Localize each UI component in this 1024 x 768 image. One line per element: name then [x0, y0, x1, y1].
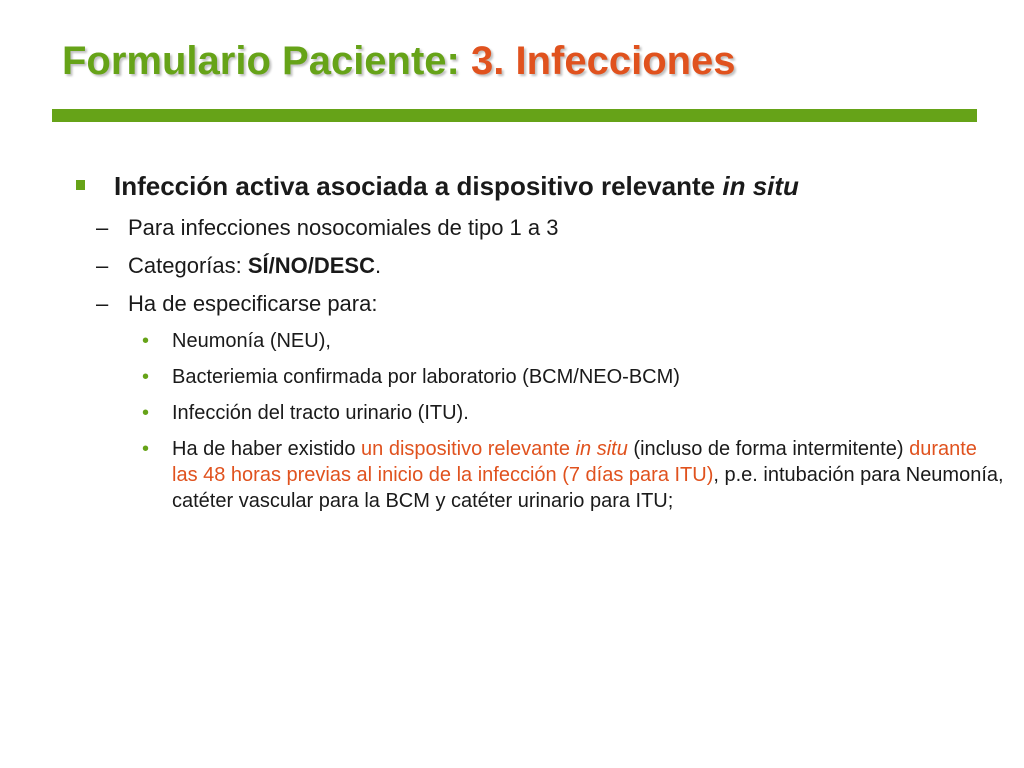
- list-item-dispositivo: [76, 436, 1006, 514]
- dot-bullet-icon: •: [142, 330, 150, 352]
- categorias-label: Categorías:: [128, 253, 242, 278]
- square-bullet-icon: [76, 180, 85, 190]
- last-bullet-italic: in situ: [575, 438, 628, 460]
- dash-bullet-icon: –: [96, 215, 109, 240]
- dash-bullet-icon: –: [96, 253, 109, 278]
- sub-bullet-especificarse: [76, 290, 1006, 318]
- title-main: Formulario Paciente:: [62, 39, 460, 83]
- slide-title: [62, 38, 736, 84]
- last-bullet-part3: , p.e. intubación para Neumonía, catéter vascular para la BCM y catéter urinario para ITU;: [172, 464, 1004, 512]
- main-bullet: [76, 168, 1006, 204]
- last-bullet-red2: durante las 48 horas previas al inicio de la infección (7 días para ITU): [172, 438, 977, 486]
- dot-bullet-icon: •: [142, 366, 150, 388]
- dash-bullet-icon: –: [96, 291, 109, 316]
- slide-content: [76, 168, 1006, 524]
- dot-bullet-icon: •: [142, 402, 150, 424]
- dot-bullet-icon: •: [142, 438, 150, 460]
- sub-bullet-text: Ha de especificarse para:: [128, 291, 378, 316]
- categorias-suffix: .: [375, 253, 382, 278]
- list-item-neumonia: [76, 328, 1006, 354]
- categorias-values: SÍ/NO/DESC: [247, 253, 375, 278]
- last-bullet-part2: (incluso de forma intermitente): [633, 438, 904, 460]
- sub-bullet-categorias: [76, 252, 1006, 280]
- main-bullet-text: Infección activa asociada a dispositivo relevante: [114, 171, 716, 201]
- last-bullet-red1: un dispositivo relevante: [361, 438, 571, 460]
- list-item-itu: [76, 400, 1006, 426]
- title-accent: 3. Infecciones: [471, 39, 736, 83]
- main-bullet-italic: in situ: [722, 171, 799, 201]
- title-underline-bar: [52, 109, 977, 122]
- list-item-text: Bacteriemia confirmada por laboratorio (BCM/NEO-BCM): [172, 366, 680, 388]
- sub-bullet-infecciones: [76, 214, 1006, 242]
- sub-bullet-text: Para infecciones nosocomiales de tipo 1 a 3: [128, 215, 559, 240]
- last-bullet-part1: Ha de haber existido: [172, 438, 356, 460]
- list-item-bacteriemia: [76, 364, 1006, 390]
- list-item-text: Infección del tracto urinario (ITU).: [172, 402, 469, 424]
- list-item-text: Neumonía (NEU),: [172, 330, 331, 352]
